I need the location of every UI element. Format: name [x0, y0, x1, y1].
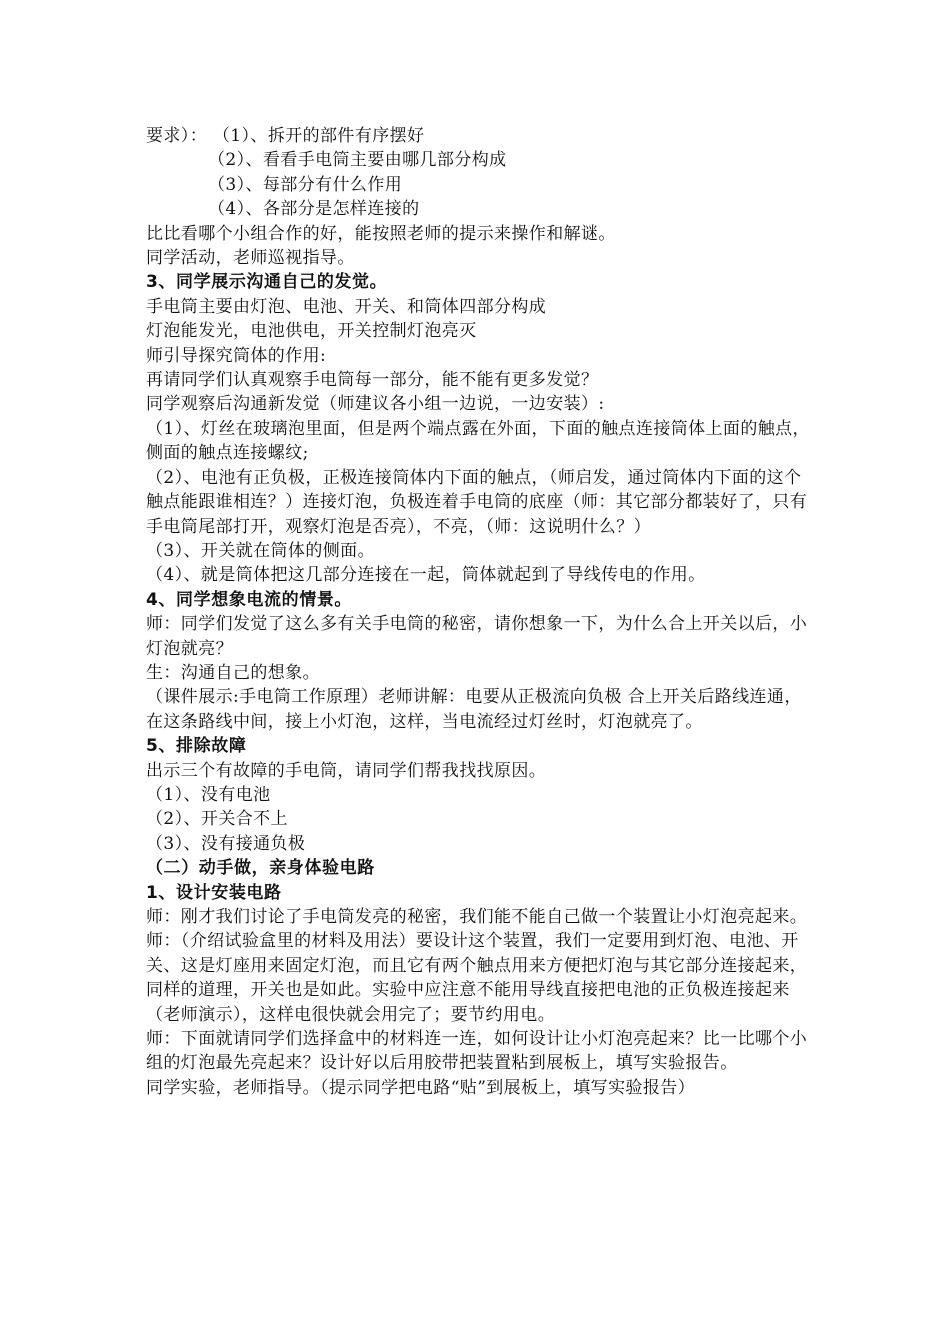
- section-heading-part-2: （二）动手做，亲身体验电路: [146, 858, 375, 879]
- list-item: （3）、没有接通负极: [146, 833, 306, 854]
- paragraph: 生：沟通自己的想象。: [146, 662, 320, 683]
- requirement-line-1: 要求）： （1）、拆开的部件有序摆好: [146, 126, 425, 146]
- requirement-line-4: （4）、各部分是怎样连接的: [208, 199, 420, 220]
- paragraph: 同学活动，老师巡视指导。: [146, 248, 355, 269]
- paragraph: 比比看哪个小组合作的好，能按照老师的提示来操作和解谜。: [146, 223, 616, 244]
- paragraph: 师：同学们发觉了这么多有关手电筒的秘密，请你想象一下，为什么合上开关以后，小灯泡就亮？: [146, 614, 808, 659]
- paragraph: 灯泡能发光，电池供电，开关控制灯泡亮灭: [146, 321, 477, 342]
- section-heading-1: 1、设计安装电路: [146, 882, 282, 903]
- list-item: （1）、没有电池: [146, 784, 271, 805]
- section-heading-3: 3、同学展示沟通自己的发觉。: [146, 272, 388, 293]
- paragraph: 手电筒主要由灯泡、电池、开关、和筒体四部分构成: [146, 296, 547, 317]
- paragraph: 出示三个有故障的手电筒，请同学们帮我找找原因。: [146, 760, 547, 781]
- section-heading-4: 4、同学想象电流的情景。: [146, 589, 353, 610]
- requirement-line-3: （3）、每部分有什么作用: [208, 174, 403, 195]
- paragraph: 师：刚才我们讨论了手电筒发亮的秘密，我们能不能自己做一个装置让小灯泡亮起来。: [146, 907, 808, 927]
- paragraph: （3）、开关就在筒体的侧面。: [146, 540, 375, 561]
- paragraph: 同学实验，老师指导。（提示同学把电路“贴”到展板上，填写实验报告）: [146, 1077, 696, 1098]
- paragraph: （4）、就是筒体把这几部分连接在一起，筒体就起到了导线传电的作用。: [146, 565, 706, 586]
- paragraph: 同学观察后沟通新发觉（师建议各小组一边说，一边安装）:: [146, 394, 605, 415]
- section-heading-5: 5、排除故障: [146, 736, 247, 757]
- paragraph: 再请同学们认真观察手电筒每一部分，能不能有更多发觉？: [146, 370, 599, 391]
- paragraph: （课件展示:手电筒工作原理）老师讲解：电要从正极流向负极 合上开关后路线连通，在这条路线中间，接上小灯泡，这样，当电流经过灯丝时，灯泡就亮了。: [146, 687, 802, 732]
- paragraph: （1）、灯丝在玻璃泡里面，但是两个端点露在外面，下面的触点连接筒体上面的触点，侧面的触点连接螺纹;: [146, 418, 810, 464]
- document-body: [146, 124, 810, 1100]
- paragraph: 师：下面就请同学们选择盒中的材料连一连，如何设计让小灯泡亮起来？比一比哪个小组的灯泡最先亮起来？设计好以后用胶带把装置粘到展板上，填写实验报告。: [146, 1029, 808, 1074]
- list-item: （2）、开关合不上: [146, 809, 288, 830]
- paragraph: 师引导探究筒体的作用:: [146, 345, 327, 366]
- paragraph: （2）、电池有正负极，正极连接筒体内下面的触点，（师启发，通过筒体内下面的这个触点能跟谁相连？）连接灯泡，负极连着手电筒的底座（师：其它部分都装好了，只有手电筒尾部打开，观察灯泡是否亮），不亮，（师：这说明什么？）: [146, 467, 808, 537]
- paragraph: 师：（介绍试验盒里的材料及用法）要设计这个装置，我们一定要用到灯泡、电池、开关、这是灯座用来固定灯泡，而且它有两个触点用来方便把灯泡与其它部分连接起来，同样的道理，开关也是如此。实验中应注意不能用导线直接把电池的正负极连接起来（老师演示），这样电很快就会用完了；要节约用电。: [146, 931, 808, 1025]
- requirement-line-2: （2）、看看手电筒主要由哪几部分构成: [208, 150, 507, 171]
